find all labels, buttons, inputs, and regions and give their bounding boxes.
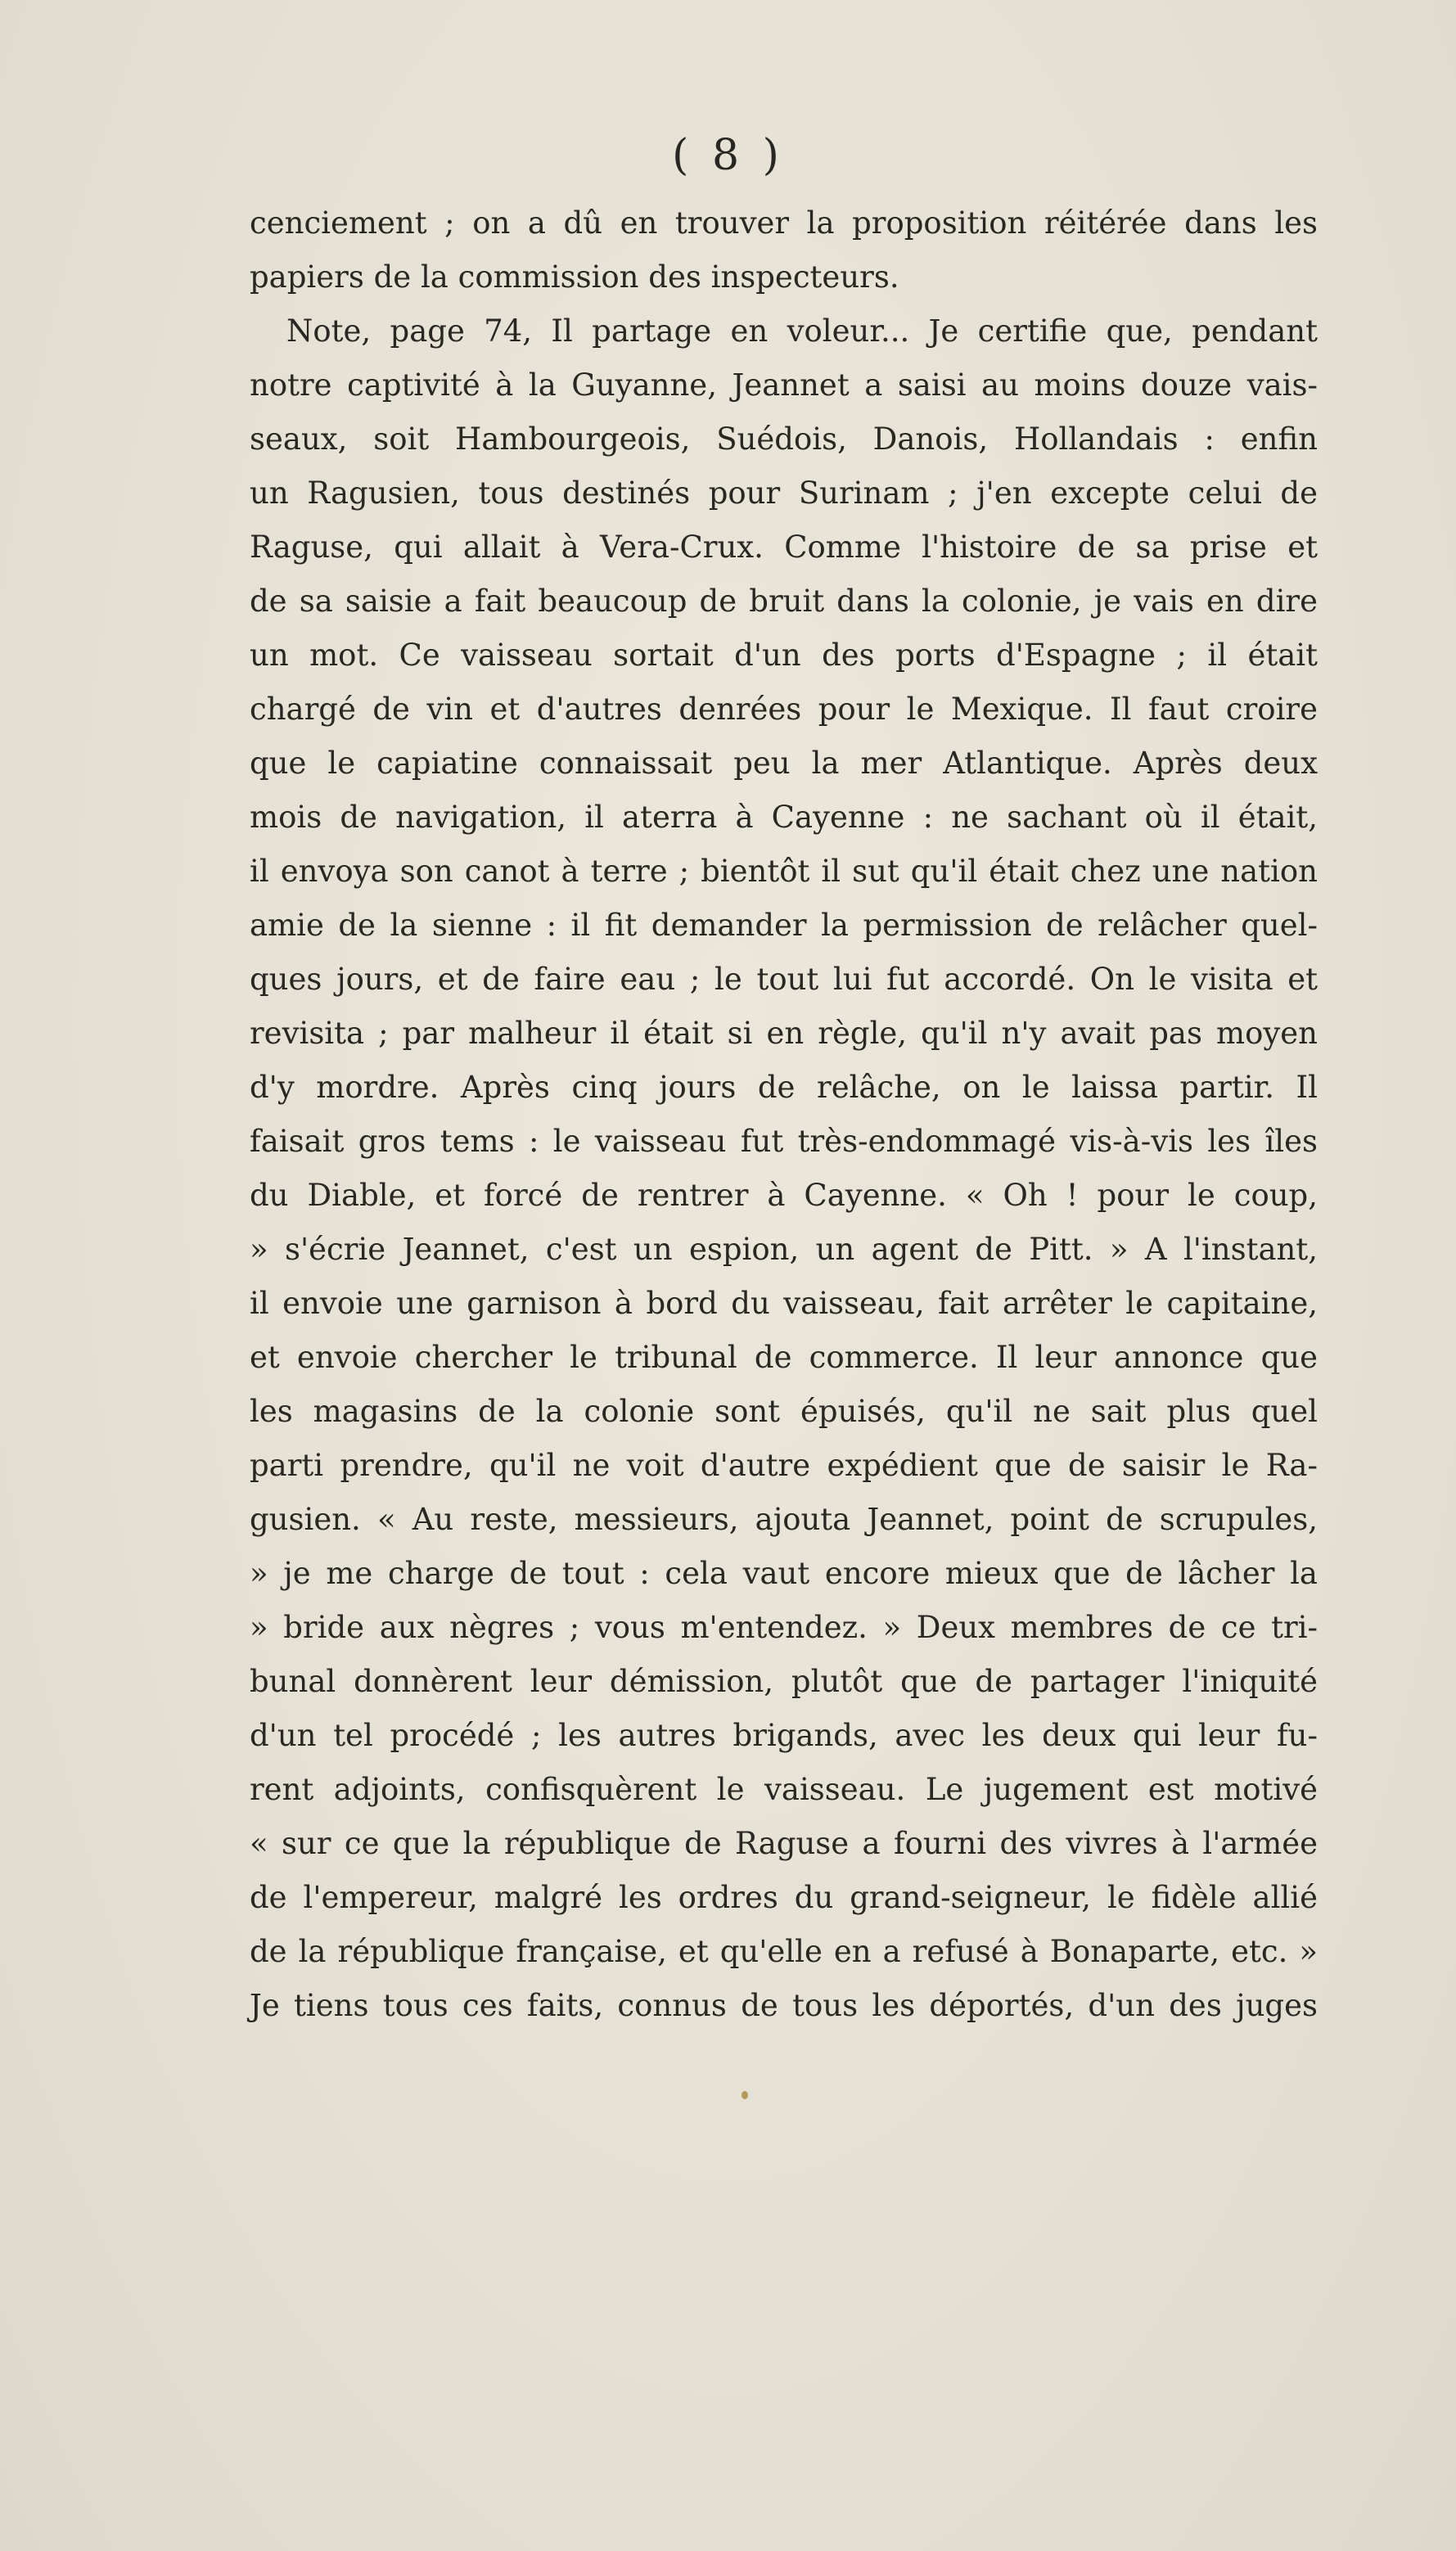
text-line: cenciement ; on a dû en trouver la proposition réitérée dans les (250, 205, 1318, 241)
text-line: un mot. Ce vaisseau sortait d'un des ports d'Espagne ; il était (250, 638, 1318, 673)
text-line: que le capiatine connaissait peu la mer Atlantique. Après deux (250, 746, 1318, 781)
text-line: du Diable, et forcé de rentrer à Cayenne. « Oh ! pour le coup, (250, 1178, 1318, 1213)
text-line: de l'empereur, malgré les ordres du grand-seigneur, le fidèle allié (250, 1880, 1318, 1915)
text-line: chargé de vin et d'autres denrées pour le Mexique. Il faut croire (250, 692, 1318, 727)
text-line: parti prendre, qu'il ne voit d'autre expédient que de saisir le Ra- (250, 1448, 1318, 1483)
text-line: il envoie une garnison à bord du vaisseau, fait arrêter le capitaine, (250, 1286, 1318, 1321)
text-line: Raguse, qui allait à Vera-Crux. Comme l'histoire de sa prise et (250, 530, 1318, 565)
text-line: ques jours, et de faire eau ; le tout lui fut accordé. On le visita et (250, 962, 1318, 997)
text-line: Note, page 74, Il partage en voleur... Je certifie que, pendant (286, 313, 1318, 349)
text-line: seaux, soit Hambourgeois, Suédois, Danois, Hollandais : enfin (250, 421, 1318, 457)
text-line: Je tiens tous ces faits, connus de tous les déportés, d'un des juges (250, 1988, 1318, 2023)
text-line: faisait gros tems : le vaisseau fut très-endommagé vis-à-vis les îles (250, 1124, 1318, 1159)
text-line: d'y mordre. Après cinq jours de relâche, on le laissa partir. Il (250, 1070, 1318, 1105)
body-text (250, 196, 1318, 2033)
text-line: d'un tel procédé ; les autres brigands, avec les deux qui leur fu- (250, 1718, 1318, 1753)
text-line: les magasins de la colonie sont épuisés, qu'il ne sait plus quel (250, 1394, 1318, 1429)
paper-fleck (742, 2091, 748, 2099)
text-line: » bride aux nègres ; vous m'entendez. » Deux membres de ce tri- (250, 1610, 1318, 1645)
text-line: papiers de la commission des inspecteurs. (250, 259, 899, 295)
text-line: il envoya son canot à terre ; bientôt il sut qu'il était chez une nation (250, 854, 1318, 889)
text-line: de sa saisie a fait beaucoup de bruit dans la colonie, je vais en dire (250, 584, 1318, 619)
text-line: un Ragusien, tous destinés pour Surinam ; j'en excepte celui de (250, 475, 1318, 511)
text-line: mois de navigation, il aterra à Cayenne : ne sachant où il était, (250, 800, 1318, 835)
text-line: rent adjoints, confisquèrent le vaisseau. Le jugement est motivé (250, 1772, 1318, 1807)
text-line: et envoie chercher le tribunal de commerce. Il leur annonce que (250, 1340, 1318, 1375)
text-line: » s'écrie Jeannet, c'est un espion, un agent de Pitt. » A l'instant, (250, 1232, 1318, 1267)
text-line: » je me charge de tout : cela vaut encore mieux que de lâcher la (250, 1556, 1318, 1591)
text-line: notre captivité à la Guyanne, Jeannet a saisi au moins douze vais- (250, 367, 1318, 403)
page-number: ( 8 ) (672, 131, 784, 180)
text-line: « sur ce que la république de Raguse a fourni des vivres à l'armée (250, 1826, 1318, 1861)
text-line: de la république française, et qu'elle en a refusé à Bonaparte, etc. » (250, 1934, 1318, 1969)
text-line: bunal donnèrent leur démission, plutôt que de partager l'iniquité (250, 1664, 1318, 1699)
text-line: revisita ; par malheur il était si en règle, qu'il n'y avait pas moyen (250, 1016, 1318, 1051)
text-line: gusien. « Au reste, messieurs, ajouta Jeannet, point de scrupules, (250, 1502, 1318, 1537)
text-line: amie de la sienne : il fit demander la permission de relâcher quel- (250, 908, 1318, 943)
